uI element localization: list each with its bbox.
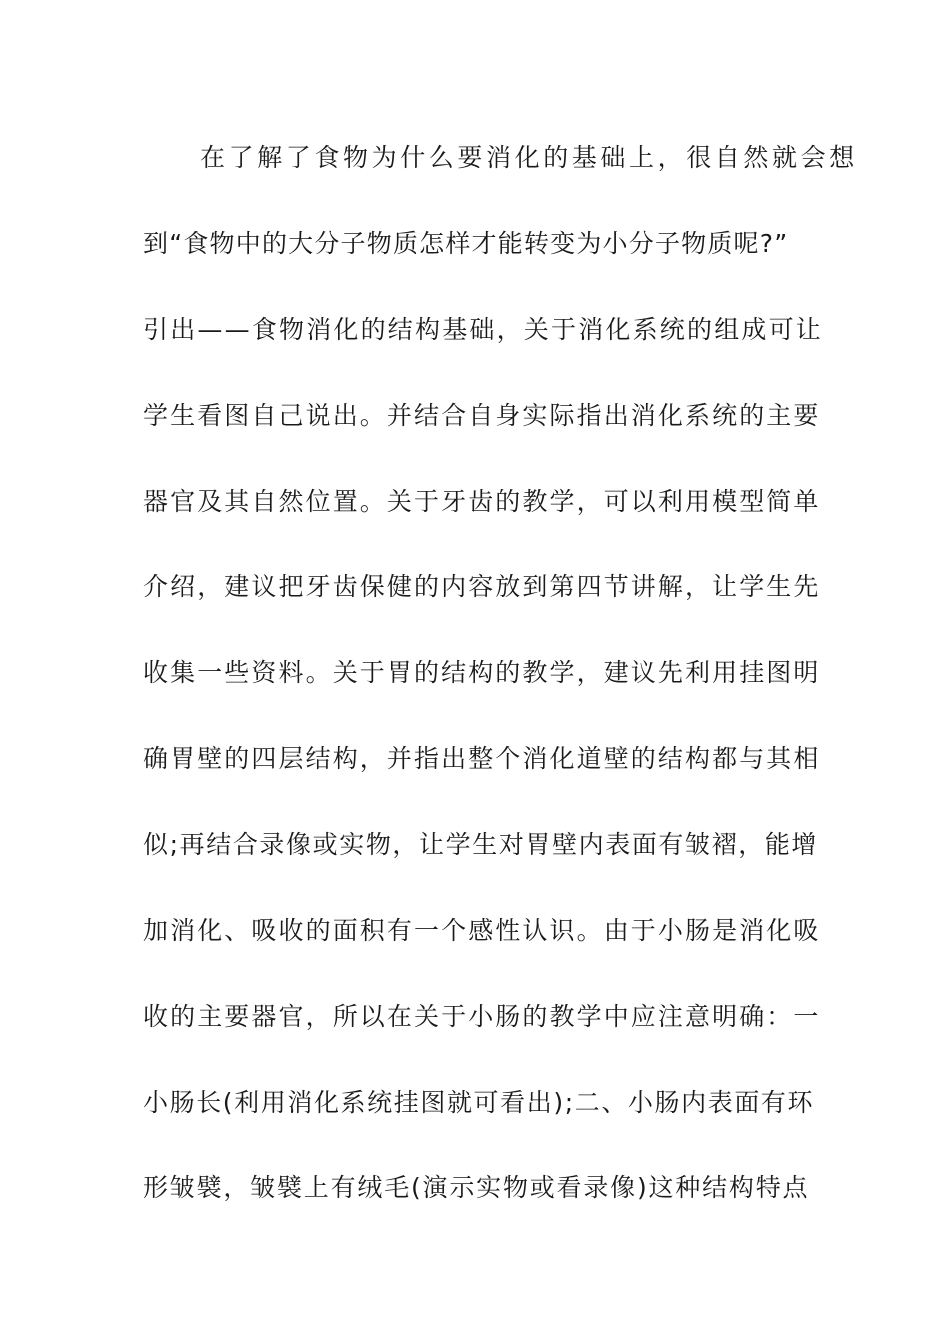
paragraph-line: 似;再结合录像或实物，让学生对胃壁内表面有皱褶，能增 bbox=[143, 830, 819, 859]
paragraph-line: 加消化、吸收的面积有一个感性认识。由于小肠是消化吸 bbox=[143, 916, 821, 945]
paragraph-line: 小肠长(利用消化系统挂图就可看出);二、小肠内表面有环 bbox=[143, 1088, 815, 1117]
paragraph-line: 收集一些资料。关于胃的结构的教学，建议先利用挂图明 bbox=[143, 658, 821, 687]
paragraph-line: 形皱襞，皱襞上有绒毛(演示实物或看录像)这种结构特点 bbox=[143, 1173, 810, 1202]
paragraph-line: 器官及其自然位置。关于牙齿的教学，可以利用模型简单 bbox=[143, 487, 821, 516]
paragraph-line: 介绍，建议把牙齿保健的内容放到第四节讲解，让学生先 bbox=[143, 572, 821, 601]
paragraph-line: 在了解了食物为什么要消化的基础上，很自然就会想 bbox=[200, 143, 858, 172]
paragraph-line: 到“食物中的大分子物质怎样才能转变为小分子物质呢?” bbox=[143, 229, 789, 258]
paragraph-line: 确胃壁的四层结构，并指出整个消化道壁的结构都与其相 bbox=[143, 744, 821, 773]
paragraph-line: 收的主要器官，所以在关于小肠的教学中应注意明确：一 bbox=[143, 1002, 821, 1031]
paragraph-line: 引出——食物消化的结构基础，关于消化系统的组成可让 bbox=[143, 315, 824, 344]
paragraph-line: 学生看图自己说出。并结合自身实际指出消化系统的主要 bbox=[143, 401, 821, 430]
